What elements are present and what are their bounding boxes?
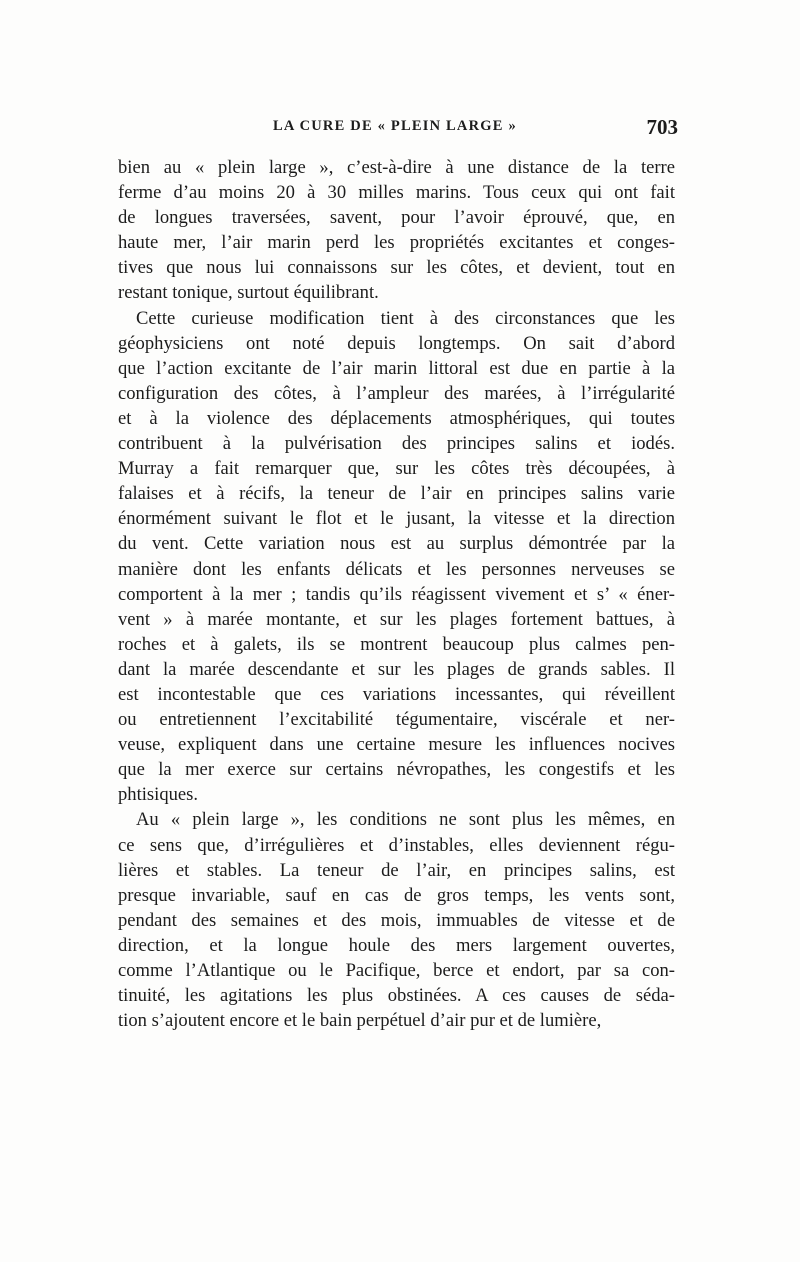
text-line: lières et stables. La teneur de l’air, en principes salins, est xyxy=(118,859,675,881)
running-title: LA CURE DE « PLEIN LARGE » xyxy=(273,118,517,134)
text-line: et à la violence des déplacements atmosphériques, qui toutes xyxy=(118,407,675,429)
text-line: comportent à la mer ; tandis qu’ils réagissent vivement et s’ « éner- xyxy=(118,583,675,605)
page-number: 703 xyxy=(646,115,678,139)
text-line: tion s’ajoutent encore et le bain perpétuel d’air pur et de lumière, xyxy=(118,1010,602,1032)
text-line: haute mer, l’air marin perd les propriétés excitantes et conges- xyxy=(118,232,675,254)
text-line: est incontestable que ces variations incessantes, qui réveillent xyxy=(118,683,675,705)
text-line: bien au « plein large », c’est-à-dire à une distance de la terre xyxy=(118,157,675,178)
text-line: vent » à marée montante, et sur les plages fortement battues, à xyxy=(118,608,675,630)
text-line: tinuité, les agitations les plus obstinées. A ces causes de séda- xyxy=(118,985,675,1007)
text-line: configuration des côtes, à l’ampleur des marées, à l’irrégularité xyxy=(118,382,675,404)
text-line: roches et à galets, ils se montrent beaucoup plus calmes pen- xyxy=(118,633,675,655)
text-line: énormément suivant le flot et le jusant, la vitesse et la direction xyxy=(118,508,675,530)
text-line: ce sens que, d’irrégulières et d’instables, elles deviennent régu- xyxy=(118,834,675,856)
text-line: falaises et à récifs, la teneur de l’air en principes salins varie xyxy=(118,483,675,505)
text-line: Murray a fait remarquer que, sur les côtes très découpées, à xyxy=(118,458,675,480)
text-line: comme l’Atlantique ou le Pacifique, berce et endort, par sa con- xyxy=(118,960,675,981)
text-line: manière dont les enfants délicats et les personnes nerveuses se xyxy=(118,558,675,580)
paragraph xyxy=(118,807,675,1033)
text-line: pendant des semaines et des mois, immuables de vitesse et de xyxy=(118,909,675,931)
text-line: contribuent à la pulvérisation des principes salins et iodés. xyxy=(118,433,675,455)
paragraph xyxy=(118,306,675,808)
text-line: presque invariable, sauf en cas de gros temps, les vents sont, xyxy=(118,884,675,906)
text-line: que l’action excitante de l’air marin littoral est due en partie à la xyxy=(118,357,675,379)
body-text xyxy=(118,155,675,1033)
text-line: dant la marée descendante et sur les plages de grands sables. Il xyxy=(118,658,675,680)
text-line: ferme d’au moins 20 à 30 milles marins. Tous ceux qui ont fait xyxy=(118,182,675,204)
text-line: de longues traversées, savent, pour l’avoir éprouvé, que, en xyxy=(118,207,675,229)
text-line: que la mer exerce sur certains névropathes, les congestifs et les xyxy=(118,759,675,781)
text-line: restant tonique, surtout équilibrant. xyxy=(118,282,379,304)
text-line: direction, et la longue houle des mers largement ouvertes, xyxy=(118,934,675,956)
running-head xyxy=(118,115,678,144)
text-line: tives que nous lui connaissons sur les côtes, et devient, tout en xyxy=(118,257,675,279)
text-line: ou entretiennent l’excitabilité tégumentaire, viscérale et ner- xyxy=(118,709,675,731)
text-line: phtisiques. xyxy=(118,784,199,806)
text-line: Cette curieuse modification tient à des circonstances que les xyxy=(136,307,675,329)
text-line: géophysiciens ont noté depuis longtemps. On sait d’abord xyxy=(118,332,675,354)
text-line: du vent. Cette variation nous est au surplus démontrée par la xyxy=(118,533,675,555)
paragraph xyxy=(118,155,675,306)
text-line: Au « plein large », les conditions ne sont plus les mêmes, en xyxy=(136,809,675,831)
text-line: veuse, expliquent dans une certaine mesure les influences nocives xyxy=(118,734,675,756)
